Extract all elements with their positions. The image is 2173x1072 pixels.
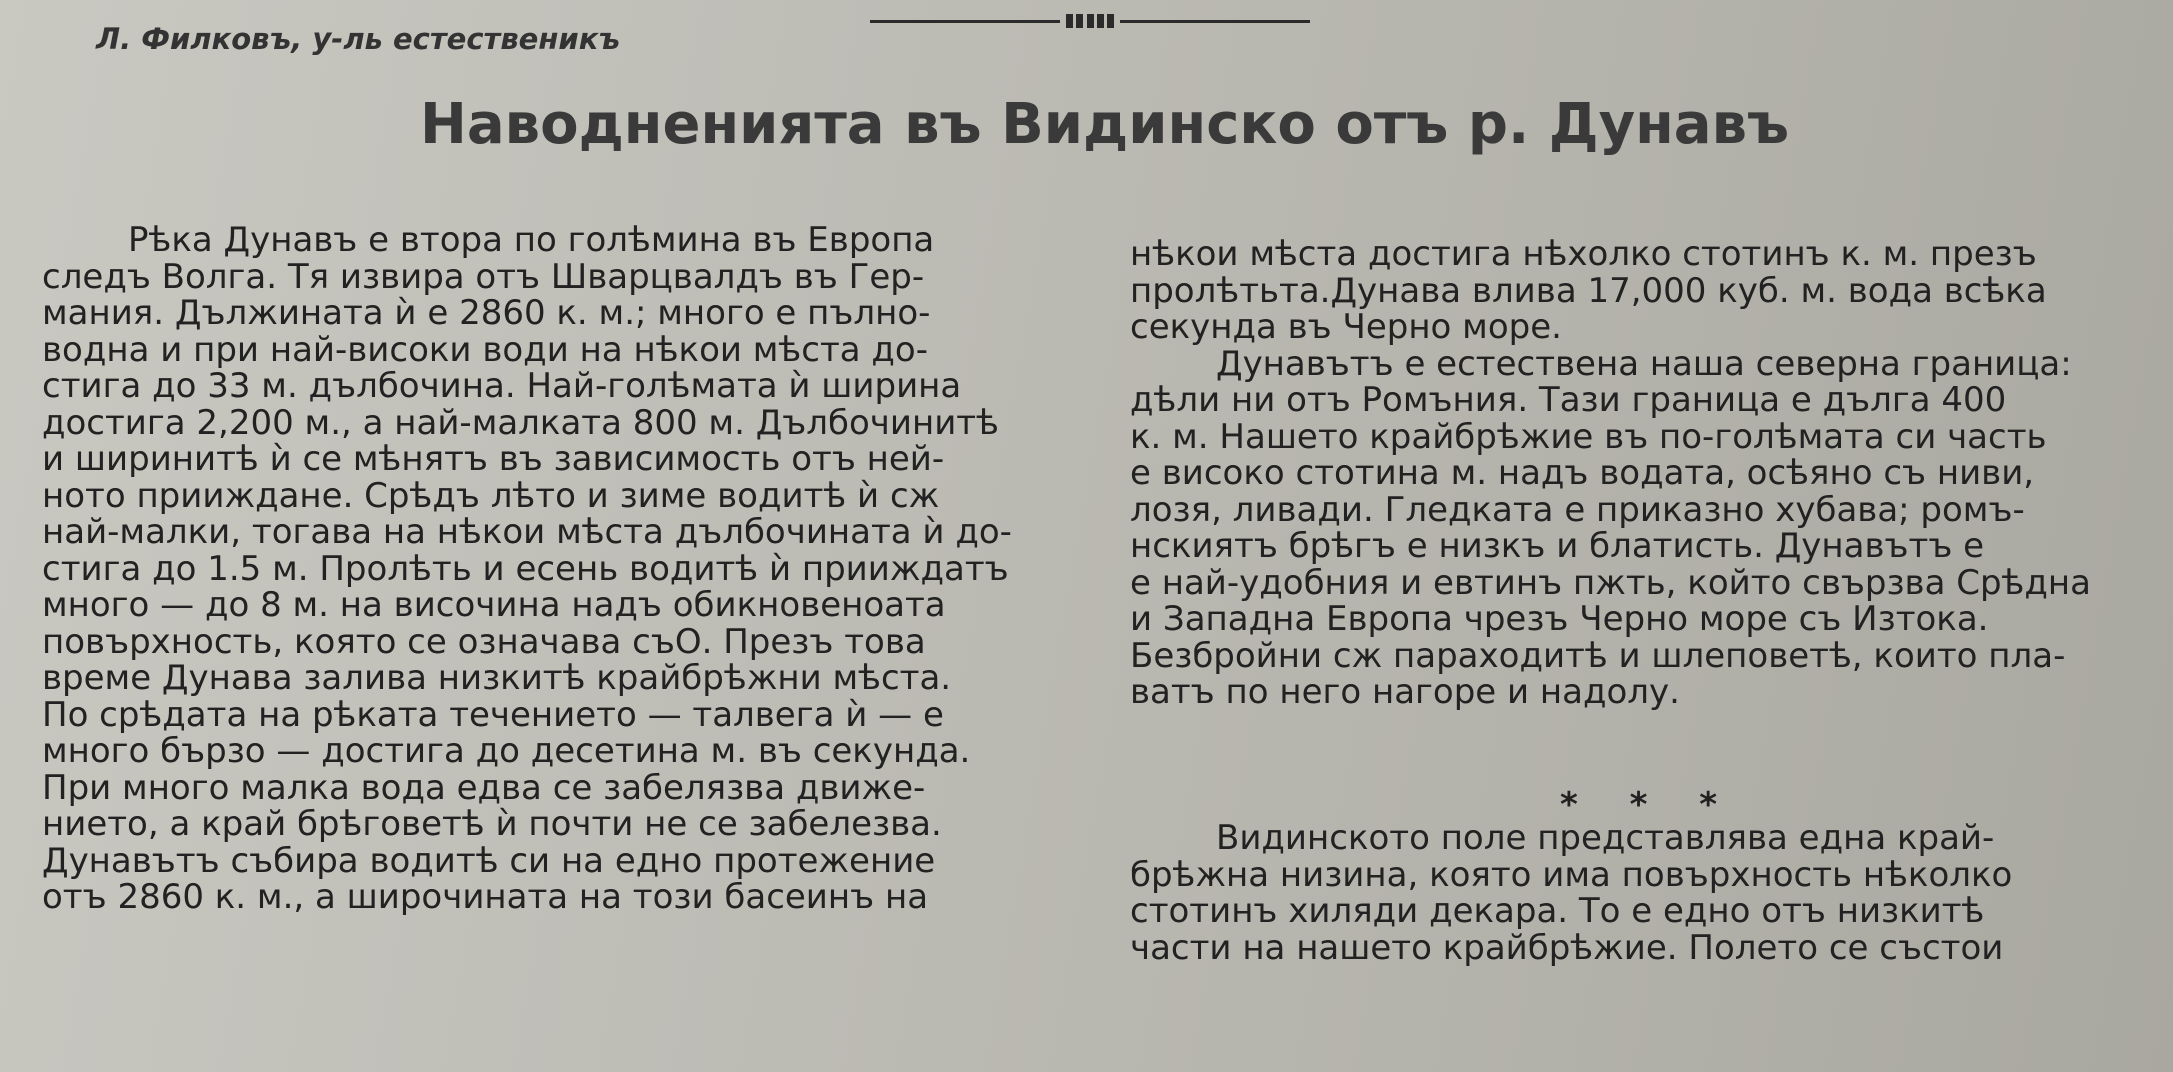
text-line: и Западна Европа чрезъ Черно море съ Изтока. bbox=[1130, 599, 1989, 639]
text-line: Рѣка Дунавъ е втора по голѣмина въ Европа bbox=[128, 220, 935, 260]
text-line: Видинското поле представлява една край- bbox=[1216, 818, 1995, 858]
section-separator: * * * bbox=[1560, 785, 1738, 825]
text-line: При много малка вода едва се забелязва движе- bbox=[42, 767, 926, 808]
text-line: Дунавътъ е естествена наша северна граница: bbox=[1216, 343, 2072, 384]
blank-line bbox=[1130, 747, 2150, 784]
text-line: ватъ по него нагоре и надолу. bbox=[1130, 672, 1680, 712]
text-line: секунда въ Черно море. bbox=[1130, 307, 1562, 347]
header-ornament bbox=[870, 14, 1310, 28]
text-line: к. м. Нашето крайбрѣжие въ по-голѣмата си часть bbox=[1130, 416, 2047, 457]
text-line: е най-удобния и евтинъ пжть, който свързва Срѣдна bbox=[1130, 562, 2091, 603]
text-line: ното прииждане. Срѣдъ лѣто и зиме водитѣ ѝ сж bbox=[42, 475, 940, 516]
text-line: нскиятъ брѣгъ е низкъ и блатисть. Дунавътъ е bbox=[1130, 526, 1985, 566]
text-line: части на нашето крайбрѣжие. Полето се състои bbox=[1130, 927, 2004, 968]
article-title: Наводненията въ Видинско отъ р. Дунавъ bbox=[420, 92, 1790, 157]
text-line: най-малки, тогава на нѣкои мѣста дълбочината ѝ до- bbox=[42, 512, 1012, 552]
text-line: лозя, ливади. Гледката е приказно хубава; ромъ- bbox=[1130, 489, 2025, 530]
text-line: много — до 8 м. на височина надъ обикновеноата bbox=[42, 585, 946, 625]
text-line: нѣкои мѣста достига нѣхолко стотинъ к. м. презъ bbox=[1130, 234, 2037, 274]
text-line: отъ 2860 к. м., а широчината на този басеинъ на bbox=[42, 877, 929, 917]
text-line: стотинъ хиляди декара. То е едно отъ низкитѣ bbox=[1130, 891, 1985, 931]
text-line: мания. Дължината ѝ е 2860 к. м.; много е пълно- bbox=[42, 293, 931, 333]
blank-line bbox=[1130, 711, 2150, 748]
author-byline: Л. Филковъ, у-ль естественикъ bbox=[96, 22, 621, 56]
text-line: брѣжна низина, която има повърхность нѣколко bbox=[1130, 854, 2013, 895]
left-column bbox=[42, 222, 1082, 916]
ornament-rule-left bbox=[870, 20, 1060, 23]
text-line: достига 2,200 м., а най-малката 800 м. Дълбочинитѣ bbox=[42, 402, 999, 443]
text-line: следъ Волга. Тя извира отъ Шварцвалдъ въ Гер- bbox=[42, 256, 925, 297]
text-line: водна и при най-високи води на нѣкои мѣста до- bbox=[42, 329, 928, 370]
text-line: Безбройни сж параходитѣ и шлеповетѣ, които пла- bbox=[1130, 635, 2066, 676]
ornament-bars bbox=[1066, 14, 1114, 28]
text-line: стига до 1.5 м. Пролѣть и есень водитѣ ѝ прииждатъ bbox=[42, 548, 1009, 589]
text-line: По срѣдата на рѣката течението — талвега ѝ — е bbox=[42, 694, 944, 735]
text-line: е високо стотина м. надъ водата, осѣяно съ ниви, bbox=[1130, 453, 2035, 493]
text-line: пролѣтьта.Дунава влива 17,000 куб. м. вода всѣка bbox=[1130, 270, 2047, 311]
text-line: повърхность, която се означава съО. Презъ това bbox=[42, 621, 926, 662]
text-line: и ширинитѣ ѝ се мѣнятъ въ зависимость отъ ней- bbox=[42, 439, 945, 479]
text-line: Дунавътъ събира водитѣ си на едно протежение bbox=[42, 840, 936, 881]
text-line: нието, а край брѣговетѣ ѝ почти не се забелезва. bbox=[42, 804, 942, 844]
right-column bbox=[1130, 236, 2150, 966]
text-line: стига до 33 м. дълбочина. Най-голѣмата ѝ ширина bbox=[42, 366, 962, 406]
ornament-rule-right bbox=[1120, 20, 1310, 23]
text-line: много бързо — достига до десетина м. въ секунда. bbox=[42, 731, 971, 771]
text-line: време Дунава залива низкитѣ крайбрѣжни мѣста. bbox=[42, 658, 952, 698]
text-line: дѣли ни отъ Ромъния. Тази граница е дълга 400 bbox=[1130, 380, 2007, 420]
